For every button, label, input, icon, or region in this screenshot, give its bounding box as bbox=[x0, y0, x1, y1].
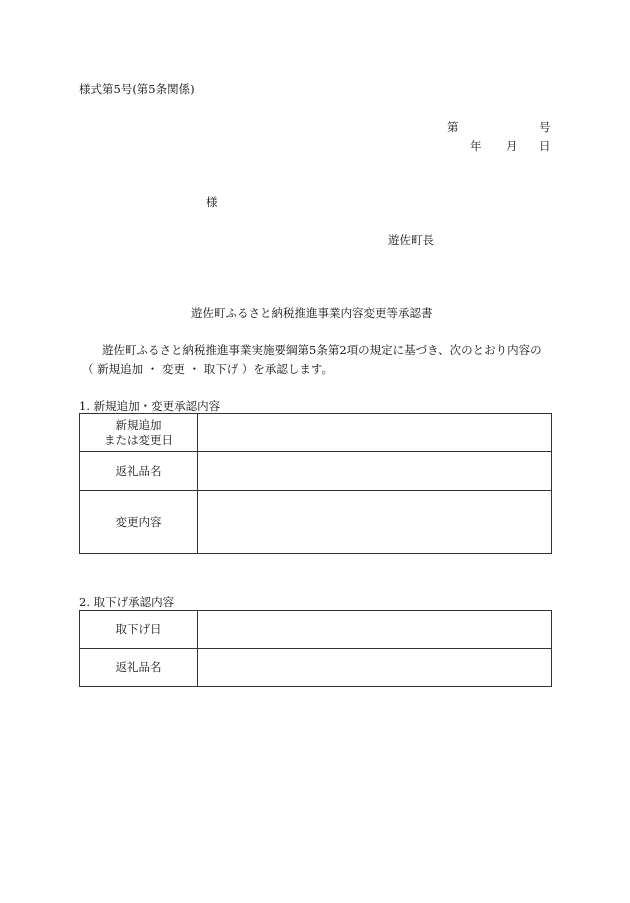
gift-name-value-cell[interactable] bbox=[198, 452, 552, 491]
document-title: 遊佐町ふるさと納税推進事業内容変更等承認書 bbox=[191, 306, 433, 320]
date-value-cell[interactable] bbox=[198, 414, 552, 452]
date-year: 年 bbox=[470, 139, 482, 153]
table-row bbox=[80, 414, 552, 452]
row-label: 変更内容 bbox=[80, 491, 198, 554]
section2-heading: 2. 取下げ承認内容 bbox=[79, 595, 175, 609]
table-row bbox=[80, 649, 552, 687]
doc-number-suffix: 号 bbox=[539, 120, 551, 134]
table-row bbox=[80, 611, 552, 649]
doc-number-prefix: 第 bbox=[447, 120, 459, 134]
body-line-1: 遊佐町ふるさと納税推進事業実施要綱第5条第2項の規定に基づき、次のとおり内容の bbox=[102, 343, 542, 357]
form-number: 様式第5号(第5条関係) bbox=[79, 82, 195, 96]
row-label: 返礼品名 bbox=[80, 649, 198, 687]
addressee-suffix: 様 bbox=[206, 195, 218, 209]
section2-table bbox=[79, 610, 552, 687]
section1-heading: 1. 新規追加・変更承認内容 bbox=[79, 399, 221, 413]
row-label-line: または変更日 bbox=[104, 432, 173, 447]
table-row bbox=[80, 491, 552, 554]
table-row bbox=[80, 452, 552, 491]
row-label-line: 新規追加 bbox=[115, 417, 162, 432]
row-label bbox=[80, 414, 198, 452]
issuer: 遊佐町長 bbox=[388, 233, 434, 247]
change-details-value-cell[interactable] bbox=[198, 491, 552, 554]
date-month: 月 bbox=[506, 139, 518, 153]
row-label: 取下げ日 bbox=[80, 611, 198, 649]
date-day: 日 bbox=[539, 139, 551, 153]
withdrawal-date-value-cell[interactable] bbox=[198, 611, 552, 649]
row-label: 返礼品名 bbox=[80, 452, 198, 491]
body-line-2: （ 新規追加 ・ 変更 ・ 取下げ ）を承認します。 bbox=[82, 362, 334, 376]
section1-table bbox=[79, 413, 552, 554]
gift-name-value-cell[interactable] bbox=[198, 649, 552, 687]
